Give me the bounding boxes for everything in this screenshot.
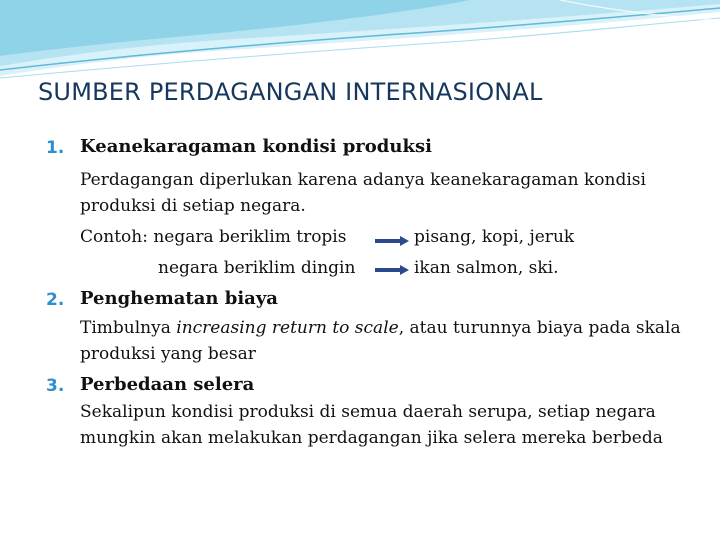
item-heading-3: Perbedaan selera (80, 374, 255, 395)
header-wave-decoration (0, 0, 720, 80)
example-result-tropis: pisang, kopi, jeruk (414, 227, 575, 247)
item-text-2-part-b: , atau turunnya biaya pada skala produksi yang besar (80, 318, 681, 364)
example-result-dingin: ikan salmon, ski. (414, 258, 559, 278)
example-label-tropis: Contoh: negara beriklim tropis (80, 227, 347, 247)
slide-title: SUMBER PERDAGANGAN INTERNASIONAL (38, 78, 543, 106)
right-arrow-icon (375, 265, 409, 275)
example-label-dingin: negara beriklim dingin (158, 258, 356, 278)
item-text-3: Sekalipun kondisi produksi di semua daerah serupa, setiap negara mungkin akan melakukan perdagangan jika selera mereka berbeda (80, 402, 663, 448)
item-text-1: Perdagangan diperlukan karena adanya keanekaragaman kondisi produksi di setiap negara. (80, 170, 646, 216)
item-text-2-part-a: Timbulnya (80, 318, 177, 338)
item-text-2 (80, 315, 690, 367)
list-number-1: 1. (46, 138, 65, 158)
item-heading-1: Keanekaragaman kondisi produksi (80, 136, 432, 157)
item-heading-2: Penghematan biaya (80, 288, 278, 309)
list-number-2: 2. (46, 290, 65, 310)
right-arrow-icon (375, 236, 409, 246)
list-number-3: 3. (46, 376, 65, 396)
item-text-2-italic: increasing return to scale (176, 318, 399, 338)
